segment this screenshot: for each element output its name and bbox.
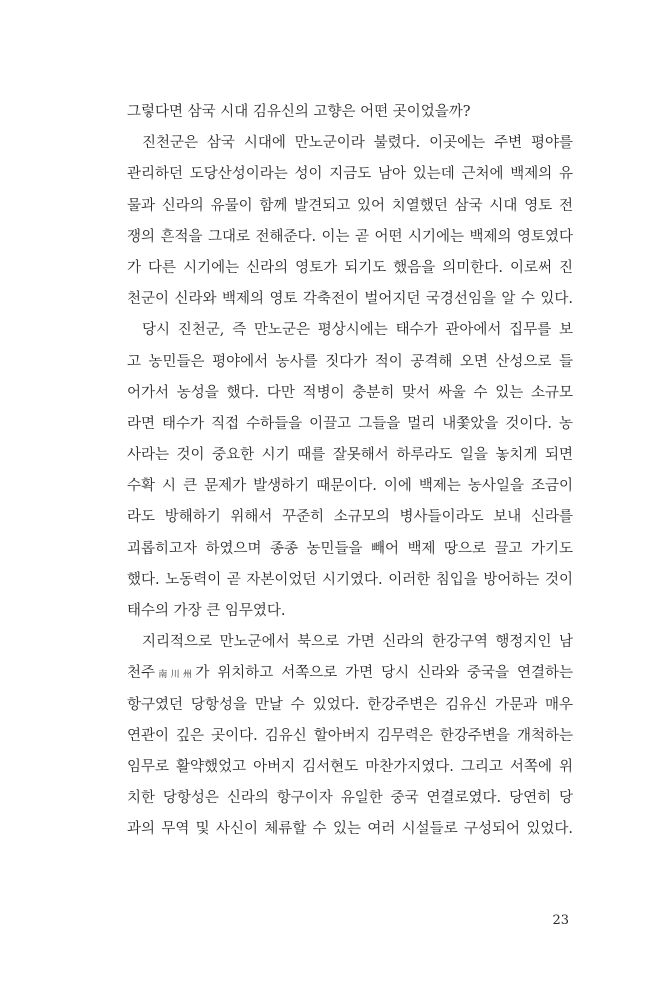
text-line: 쟁의 흔적을 그대로 전해준다. 이는 곧 어떤 시기에는 백제의 영토였다: [127, 228, 573, 245]
text-line: 어가서 농성을 했다. 다만 적병이 충분히 맞서 싸울 수 있는 소규모: [127, 384, 573, 401]
text-line: 라면 태수가 직접 수하들을 이끌고 그들을 멀리 내쫓았을 것이다. 농: [127, 415, 573, 432]
text-line: 지리적으로 만노군에서 북으로 가면 신라의 한강구역 행정지인 남: [142, 634, 573, 651]
text-line: 천군이 신라와 백제의 영토 각축전이 벌어지던 국경선임을 알 수 있다.: [127, 291, 573, 308]
text-line: 고 농민들은 평야에서 농사를 짓다가 적이 공격해 오면 산성으로 들: [127, 353, 573, 370]
text-line: 했다. 노동력이 곧 자본이었던 시기였다. 이러한 침입을 방어하는 것이: [127, 571, 573, 588]
text-segment: 천주: [127, 665, 156, 682]
text-line: 진천군은 삼국 시대에 만노군이라 불렸다. 이곳에는 주변 평야를: [142, 135, 573, 152]
text-line: 사라는 것이 중요한 시기 때를 잘못해서 하루라도 일을 놓치게 되면: [127, 447, 573, 464]
text-line: 당시 진천군, 즉 만노군은 평상시에는 태수가 관아에서 집무를 보: [142, 322, 573, 339]
text-line: 그렇다면 삼국 시대 김유신의 고향은 어떤 곳이었을까?: [127, 104, 471, 120]
body-text: [127, 97, 573, 846]
text-line: 과의 무역 및 사신이 체류할 수 있는 여러 시설들로 구성되어 있었다.: [127, 821, 573, 838]
text-line: 괴롭히고자 하였으며 종종 농민들을 빼어 백제 땅으로 끌고 가기도: [127, 540, 573, 557]
text-line: 물과 신라의 유물이 함께 발견되고 있어 치열했던 삼국 시대 영토 전: [127, 197, 573, 214]
text-line: 가 다른 시기에는 신라의 영토가 되기도 했음을 의미한다. 이로써 진: [127, 259, 573, 276]
text-line: 연관이 깊은 곳이다. 김유신 할아버지 김무력은 한강주변을 개척하는: [127, 727, 573, 744]
text-line: [127, 658, 573, 689]
text-line: 치한 당항성은 신라의 항구이자 유일한 중국 연결로였다. 당연히 당: [127, 790, 573, 807]
text-line: 라도 방해하기 위해서 꾸준히 소규모의 병사들이라도 보내 신라를: [127, 509, 573, 526]
hanja-annotation: 南川州: [155, 670, 196, 681]
page-number: 23: [552, 913, 569, 928]
text-segment: 가 위치하고 서쪽으로 가면 당시 신라와 중국을 연결하는: [195, 665, 573, 682]
text-line: 태수의 가장 큰 임무였다.: [127, 603, 286, 619]
text-line: 수확 시 큰 문제가 발생하기 때문이다. 이에 백제는 농사일을 조금이: [127, 478, 573, 495]
text-line: 임무로 활약했었고 아버지 김서현도 마찬가지였다. 그리고 서쪽에 위: [127, 758, 573, 775]
text-line: 관리하던 도당산성이라는 성이 지금도 남아 있는데 근처에 백제의 유: [127, 166, 573, 183]
text-line: 항구였던 당항성을 만날 수 있었다. 한강주변은 김유신 가문과 매우: [127, 696, 573, 713]
